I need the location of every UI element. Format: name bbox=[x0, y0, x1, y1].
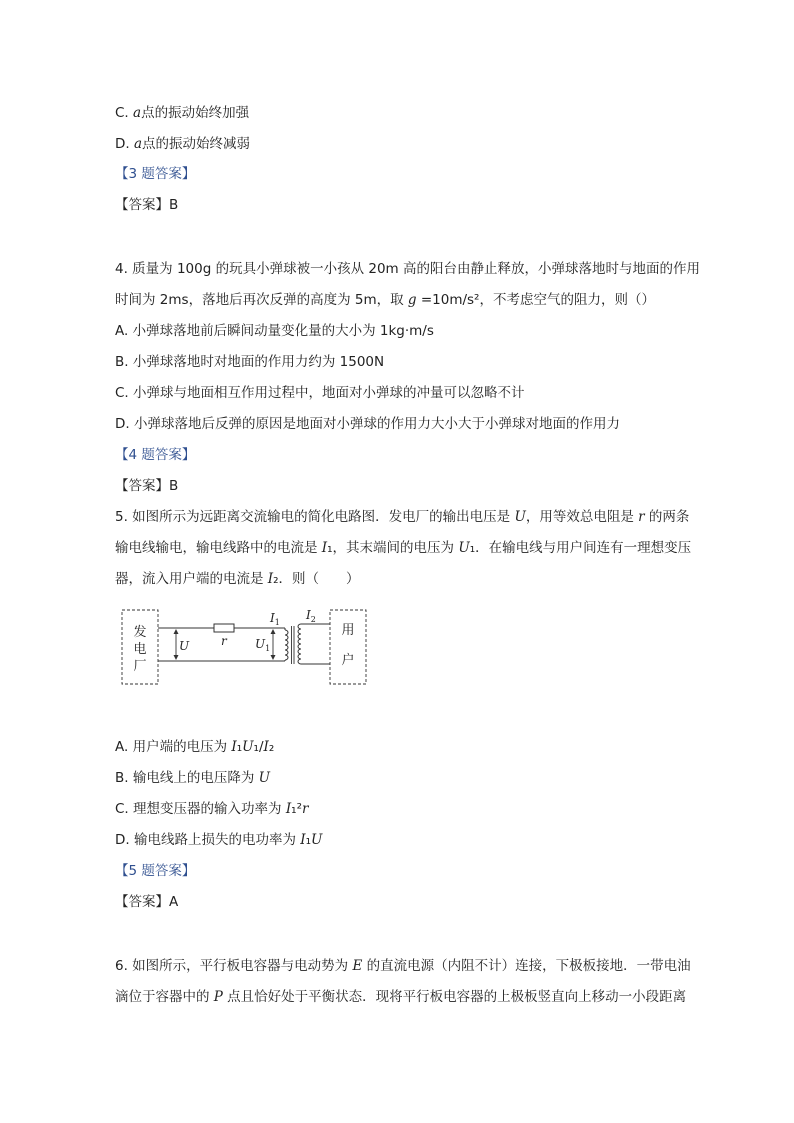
user-char-1: 用 bbox=[341, 623, 355, 638]
q3-option-d[interactable]: D. a点的振动始终减弱 bbox=[115, 136, 251, 152]
q4-answer-tag: 【4 题答案】 bbox=[115, 447, 196, 463]
plant-char-1: 发 bbox=[133, 625, 147, 640]
q3-option-c[interactable]: C. a点的振动始终加强 bbox=[115, 105, 250, 121]
q6-stem-line2: 滴位于容器中的 P 点且恰好处于平衡状态．现将平行板电容器的上极板竖直向上移动一小段距离 bbox=[115, 989, 687, 1005]
q5-option-c[interactable]: C. 理想变压器的输入功率为 I₁²r bbox=[115, 801, 309, 817]
q4-option-a[interactable]: A. 小弹球落地前后瞬间动量变化量的大小为 1kg·m/s bbox=[115, 323, 434, 339]
q3-answer-tag: 【3 题答案】 bbox=[115, 166, 196, 182]
q4-option-d[interactable]: D. 小弹球落地后反弹的原因是地面对小弹球的作用力大小大于小弹球对地面的作用力 bbox=[115, 416, 620, 432]
user-box bbox=[330, 610, 366, 684]
secondary-coil bbox=[298, 624, 301, 664]
q5-stem-line3: 器，流入用户端的电流是 I₂．则（ ） bbox=[115, 571, 360, 587]
q6-stem-line1: 6. 如图所示，平行板电容器与电动势为 E 的直流电源（内阻不计）连接，下极板接地．一带电油 bbox=[115, 958, 691, 974]
resistor-label: r bbox=[221, 634, 227, 648]
plant-char-3: 厂 bbox=[133, 659, 147, 674]
q5-answer: 【答案】A bbox=[115, 894, 179, 910]
q5-option-b[interactable]: B. 输电线上的电压降为 U bbox=[115, 770, 271, 786]
q4-answer: 【答案】B bbox=[115, 478, 179, 494]
q5-option-a[interactable]: A. 用户端的电压为 I₁U₁/I₂ bbox=[115, 739, 275, 755]
primary-coil bbox=[285, 630, 288, 660]
voltage-u1-label: $U_1$ bbox=[255, 637, 271, 653]
q5-option-d[interactable]: D. 输电线路上损失的电功率为 I₁U bbox=[115, 832, 323, 848]
power-transmission-circuit-diagram bbox=[118, 606, 374, 688]
q4-stem-line1: 4. 质量为 100g 的玩具小弹球被一小孩从 20m 高的阳台由静止释放，小弹球落地时与地面的作用 bbox=[115, 261, 701, 277]
q3-answer: 【答案】B bbox=[115, 197, 179, 213]
q4-option-c[interactable]: C. 小弹球与地面相互作用过程中，地面对小弹球的冲量可以忽略不计 bbox=[115, 385, 525, 401]
q4-stem-line2: 时间为 2ms，落地后再次反弹的高度为 5m，取 g =10m/s²，不考虑空气的阻力，则（） bbox=[115, 292, 655, 308]
q5-answer-tag: 【5 题答案】 bbox=[115, 863, 196, 879]
plant-char-2: 电 bbox=[133, 642, 147, 657]
voltage-u1-arrowhead-bottom bbox=[271, 655, 276, 660]
voltage-u-arrowhead-bottom bbox=[174, 655, 179, 660]
voltage-u1-arrowhead-top bbox=[271, 629, 276, 634]
voltage-u-label: U bbox=[179, 639, 190, 653]
resistor-r bbox=[214, 624, 234, 632]
user-char-2: 户 bbox=[341, 653, 355, 668]
voltage-u-arrowhead-top bbox=[174, 629, 179, 634]
current-i1-label: $I_1$ bbox=[270, 611, 280, 627]
q5-stem-line2: 输电线输电，输电线路中的电流是 I₁，其末端间的电压为 U₁．在输电线与用户间连有一理想变压 bbox=[115, 540, 692, 556]
q4-option-b[interactable]: B. 小弹球落地时对地面的作用力约为 1500N bbox=[115, 354, 385, 370]
q5-stem-line1: 5. 如图所示为远距离交流输电的简化电路图．发电厂的输出电压是 U，用等效总电阻是 r 的两条 bbox=[115, 509, 690, 525]
current-i2-label: $I_2$ bbox=[306, 608, 316, 624]
